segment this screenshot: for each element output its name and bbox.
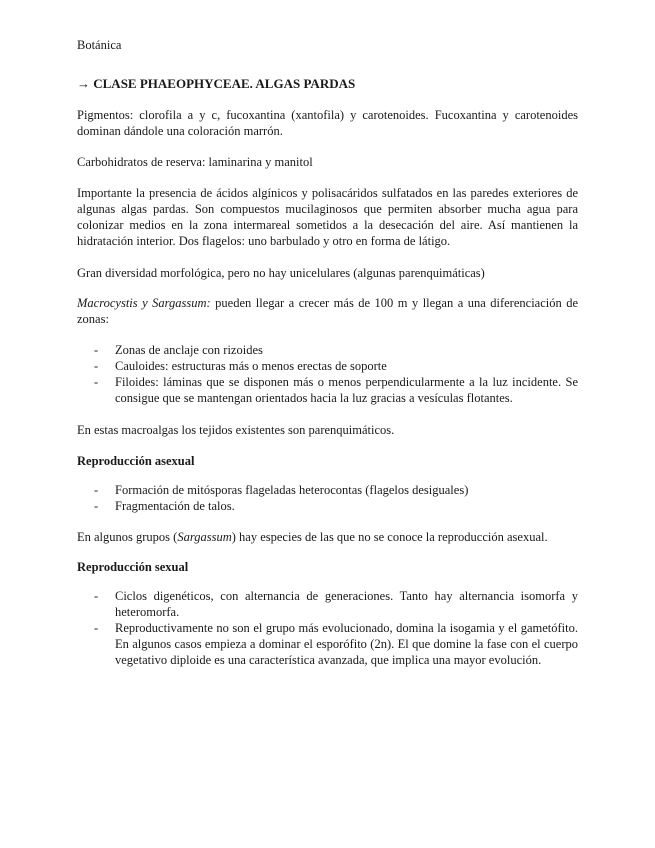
- list-item: - Reproductivamente no son el grupo más evolucionado, domina la isogamia y el gametófito. En algunos casos empieza a dominar el esporófito (2n). El que domine la fase con el cuerpo vegetativo diploide es una característica avanzada, que implica una mayor evolución.: [94, 621, 578, 667]
- list-sexual: [77, 588, 578, 668]
- arrow-icon: →: [77, 76, 90, 91]
- list-zonas: [77, 342, 578, 406]
- paragraph-grupos: En algunos grupos (Sargassum) hay especies de las que no se conoce la reproducción asexual.: [77, 530, 548, 544]
- species-names: Macrocystis y Sargassum:: [77, 296, 211, 310]
- paragraph-importante: Importante la presencia de ácidos algínicos y polisacáridos sulfatados en las paredes exteriores de algunas algas pardas. Son compuestos mucilaginosos que permiten absorber mucha agua para colonizar medios en la zona intermareal sometidos a la desecación del aire. Así mantienen la hidratación interior. Dos flagelos: uno barbulado y otro en forma de látigo.: [77, 186, 578, 248]
- section-title: [77, 76, 578, 92]
- list-item: - Ciclos digenéticos, con alternancia de generaciones. Tanto hay alternancia isomorfa y heteromorfa.: [94, 589, 578, 619]
- list-item: - Filoides: láminas que se disponen más o menos perpendicularmente a la luz incidente. Se consigue que se mantengan orientados hacia la luz gracias a vesículas flotantes.: [94, 375, 578, 405]
- paragraph-carbohidratos: Carbohidratos de reserva: laminarina y manitol: [77, 155, 313, 169]
- heading-sexual: Reproducción sexual: [77, 560, 189, 574]
- paragraph-macrocystis: Macrocystis y Sargassum: pueden llegar a crecer más de 100 m y llegan a una diferenciación de zonas:: [77, 296, 579, 326]
- list-item: - Fragmentación de talos.: [94, 499, 235, 513]
- title-text: CLASE PHAEOPHYCEAE. ALGAS PARDAS: [93, 76, 356, 91]
- list-item: - Formación de mitósporas flageladas heterocontas (flagelos desiguales): [94, 483, 469, 497]
- paragraph-pigmentos: Pigmentos: clorofila a y c, fucoxantina (xantofila) y carotenoides. Fucoxantina y carotenoides dominan dándole una coloración marrón.: [77, 108, 578, 138]
- page-header: Botánica: [77, 38, 122, 52]
- list-asexual: [77, 482, 578, 514]
- list-item: - Zonas de anclaje con rizoides: [94, 343, 263, 357]
- list-item: - Cauloides: estructuras más o menos erectas de soporte: [94, 359, 387, 373]
- paragraph-diversidad: Gran diversidad morfológica, pero no hay unicelulares (algunas parenquimáticas): [77, 266, 485, 280]
- paragraph-tejidos: En estas macroalgas los tejidos existentes son parenquimáticos.: [77, 423, 395, 437]
- heading-asexual: Reproducción asexual: [77, 454, 195, 468]
